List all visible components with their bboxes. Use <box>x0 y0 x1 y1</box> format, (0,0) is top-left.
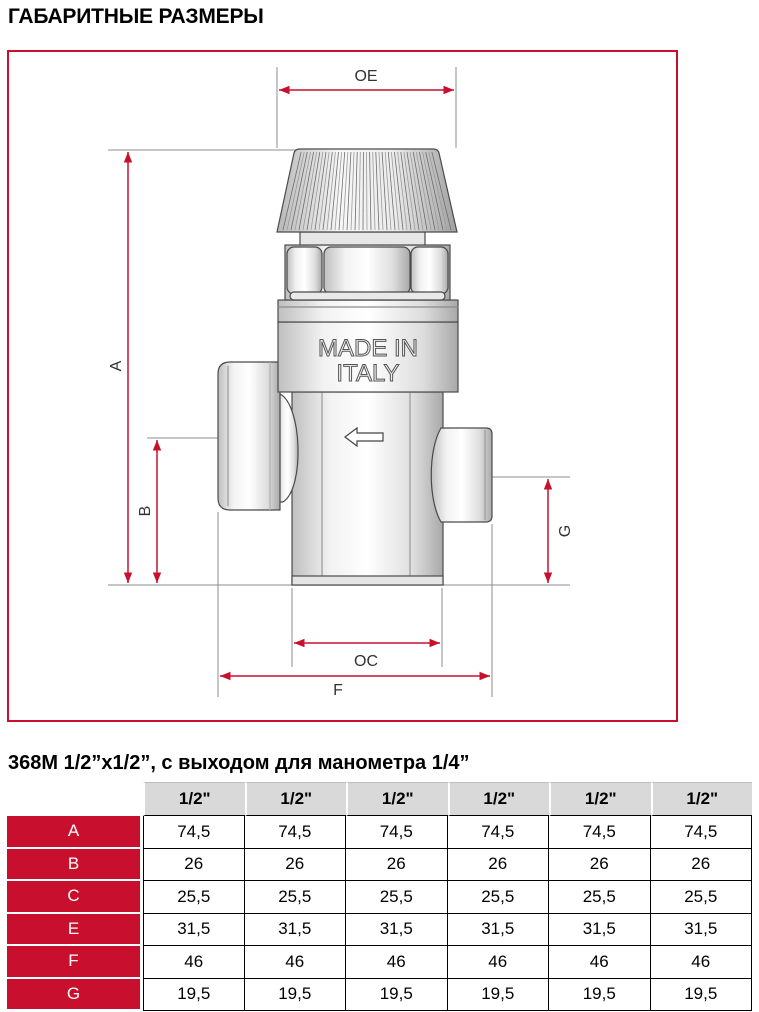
row-label: F <box>7 946 143 979</box>
value-cell: 26 <box>245 849 347 882</box>
collar <box>278 300 458 322</box>
value-cell: 46 <box>651 946 753 979</box>
hex-nut <box>285 245 450 300</box>
knob-rib <box>367 152 368 230</box>
value-cell: 74,5 <box>143 816 245 849</box>
value-cell: 31,5 <box>448 914 550 947</box>
value-cell: 74,5 <box>245 816 347 849</box>
row-label: A <box>7 816 143 849</box>
dimensions-table <box>7 782 752 1011</box>
table-row <box>7 979 752 1012</box>
value-cell: 25,5 <box>143 881 245 914</box>
value-cell: 26 <box>448 849 550 882</box>
upper-body <box>278 322 458 392</box>
adjusting-knob <box>277 149 457 232</box>
lower-body <box>292 392 443 585</box>
value-cell: 25,5 <box>549 881 651 914</box>
value-cell: 19,5 <box>448 979 550 1012</box>
value-cell: 19,5 <box>245 979 347 1012</box>
value-cell: 25,5 <box>651 881 753 914</box>
value-cell: 19,5 <box>651 979 753 1012</box>
value-cell: 19,5 <box>346 979 448 1012</box>
column-header: 1/2" <box>346 782 448 816</box>
value-cell: 26 <box>143 849 245 882</box>
value-cell: 25,5 <box>346 881 448 914</box>
value-cell: 25,5 <box>448 881 550 914</box>
dim-a-label: A <box>108 360 125 372</box>
header-blank-cell <box>7 782 143 816</box>
table-caption: 368M 1/2”x1/2”, с выходом для манометра 1/4” <box>8 752 470 774</box>
column-header: 1/2" <box>549 782 651 816</box>
row-label: E <box>7 914 143 947</box>
row-label: C <box>7 881 143 914</box>
table-row <box>7 946 752 979</box>
value-cell: 26 <box>651 849 753 882</box>
value-cell: 46 <box>448 946 550 979</box>
dim-b-label: B <box>137 505 154 517</box>
row-label: B <box>7 849 143 882</box>
dim-g-label: G <box>557 524 574 538</box>
table-header-row <box>7 782 752 816</box>
column-header: 1/2" <box>143 782 245 816</box>
table-row <box>7 849 752 882</box>
knob-neck <box>300 232 425 245</box>
dim-f-label: F <box>333 682 343 699</box>
value-cell: 46 <box>549 946 651 979</box>
value-cell: 74,5 <box>651 816 753 849</box>
value-cell: 19,5 <box>143 979 245 1012</box>
value-cell: 26 <box>549 849 651 882</box>
marking-line-2: ITALY <box>336 360 400 387</box>
value-cell: 31,5 <box>143 914 245 947</box>
page-title: ГАБАРИТНЫЕ РАЗМЕРЫ <box>8 5 264 28</box>
gauge-port-fitting <box>431 428 492 522</box>
value-cell: 31,5 <box>245 914 347 947</box>
value-cell: 74,5 <box>346 816 448 849</box>
dim-oc-label: OC <box>354 653 378 670</box>
table-row <box>7 816 752 849</box>
column-header: 1/2" <box>448 782 550 816</box>
value-cell: 46 <box>143 946 245 979</box>
marking-line-1: MADE IN <box>317 335 419 362</box>
value-cell: 46 <box>346 946 448 979</box>
row-label: G <box>7 979 143 1012</box>
value-cell: 25,5 <box>245 881 347 914</box>
column-header: 1/2" <box>651 782 753 816</box>
dim-oe-label: OE <box>354 68 378 85</box>
table-row <box>7 881 752 914</box>
value-cell: 46 <box>245 946 347 979</box>
value-cell: 74,5 <box>448 816 550 849</box>
column-header: 1/2" <box>245 782 347 816</box>
value-cell: 31,5 <box>549 914 651 947</box>
table-row <box>7 914 752 947</box>
value-cell: 31,5 <box>346 914 448 947</box>
value-cell: 74,5 <box>549 816 651 849</box>
value-cell: 19,5 <box>549 979 651 1012</box>
value-cell: 26 <box>346 849 448 882</box>
valve <box>218 149 492 585</box>
value-cell: 31,5 <box>651 914 753 947</box>
